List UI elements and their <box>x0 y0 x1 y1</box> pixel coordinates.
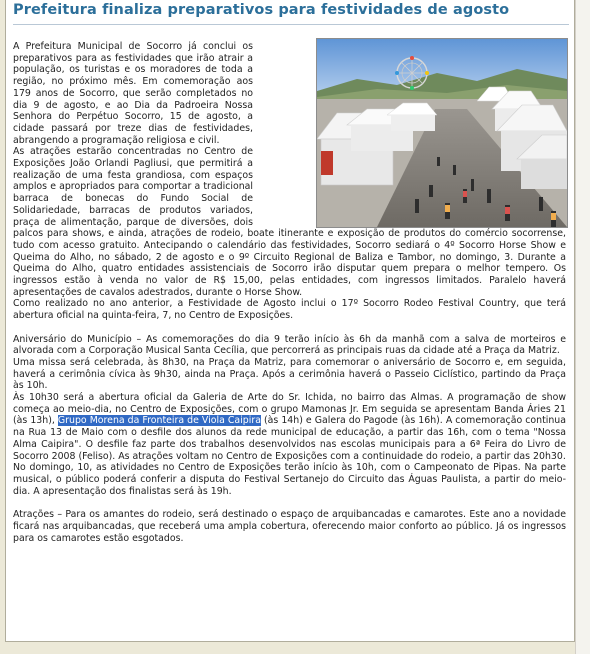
paragraph-gap <box>13 497 566 509</box>
title-divider <box>13 24 569 25</box>
article-frame <box>5 0 575 642</box>
paragraph-mass: Uma missa será celebrada, às 8h30, na Praça da Matriz, para comemorar o aniversário de Socorro e, em seguida, haverá a cerimônia cívica às 9h30, ainda na Praça. Após a cerimônia haverá o Passeio Ciclístico, partindo da Praça às 10h. <box>13 356 566 392</box>
program-text-before: Às 10h30 será a abertura oficial da Galeria de Arte do Sr. Ichida, no bairro das Almas. A programação de show começa ao meio-dia, no Centro de Exposições, com o grupo Mamonas Jr. Em seguida se apresentam Banda Áries 21 (às 13h), <box>13 392 566 427</box>
vertical-scrollbar[interactable] <box>575 0 590 654</box>
program-text-after: (às 14h) e Galera do Pagode (às 16h). A comemoração continua na Rua 13 de Maio com o desfile dos alunos da rede municipal de educação, a partir das 16h, com o tema "Nossa Alma Caipira". O desfile faz parte dos trabalhos desenvolvidos nas escolas municipais para a 6ª Feira do Livro de Socorro 2008 (Feliso). As atrações voltam no Centro de Exposições com a continuidade do rodeio, a partir das 20h30. <box>13 415 566 462</box>
paragraph-sunday: No domingo, 10, as atividades no Centro de Exposições terão início às 10h, com o Campeonato de Pipas. Na parte musical, o público poderá conferir a disputa do Festival Sertanejo do Circuito das Águas Paulista, a partir do meio-dia. A apresentação dos finalistas será às 19h. <box>13 462 566 497</box>
paragraph-anniversary: Aniversário do Município – As comemorações do dia 9 terão início às 6h da manhã com a salva de morteiros e alvorada com a Corporação Musical Santa Cecília, que percorrerá as principais ruas da cidade até a Praça da Matriz. <box>13 333 566 357</box>
article-title: Prefeitura finaliza preparativos para festividades de agosto <box>13 2 510 18</box>
paragraph-atracoes: Atrações – Para os amantes do rodeio, será destinado o espaço de arquibancadas e camarotes. Este ano a novidade ficará nas arquibancadas, que receberá uma ampla cobertura, oferecendo maior conforto ao público. Já os ingressos para os camarotes estão esgotados. <box>13 509 566 544</box>
selected-text-highlight[interactable]: Grupo Morena da Fronteira de Viola Caipira <box>57 415 261 427</box>
article-body <box>13 41 566 544</box>
paragraph-gap <box>13 322 566 334</box>
paragraph-program <box>13 392 566 462</box>
photo-wrap-spacer <box>259 41 566 226</box>
paragraph-attractions: As atrações estarão concentradas no Centro de Exposições João Orlandi Pagliusi, que permitirá a realização de uma festa grandiosa, com espaços amplos e apropriados para comportar a tradicional barraca de bonecas do Fundo Social de Solidariedade, barracas de produtos variados, praça de alimentação, parque de diversões, dois palcos para shows, e ainda, atrações de rodeio, boate itinerante e exposição de produtos do comércio socorrense, tudo com acesso gratuito. Antecipando o calendário das festividades, Socorro sediará o 4º Socorro Horse Show e Queima do Alho, no sábado, 2 de agosto e o 9º Circuito Regional de Baliza e Tambor, no domingo, 3. Durante a Queima do Alho, quatro entidades assistenciais de Socorro irão disputar quem prepara o melhor tempero. Os ingressos estão à venda no valor de R$ 15,00, pelas entidades, com ingressos limitados. Paralelo haverá apresentações de cavalos adestrados, durante o Horse Show. <box>13 146 566 298</box>
paragraph-rodeo: Como realizado no ano anterior, a Festividade de Agosto inclui o 17º Socorro Rodeo Festival Country, que terá abertura oficial na quinta-feira, 7, no Centro de Exposições. <box>13 298 566 322</box>
paragraph-intro: A Prefeitura Municipal de Socorro já conclui os preparativos para as festividades que irão atrair a população, os turistas e os moradores de toda a região, no próximo mês. Em comemoração aos 179 anos de Socorro, que serão completados no dia 9 de agosto, e ao Dia da Padroeira Nossa Senhora do Perpétuo Socorro, 15 de agosto, a cidade passará por treze dias de festividades, abrangendo a programação religiosa e civil. <box>13 41 253 146</box>
